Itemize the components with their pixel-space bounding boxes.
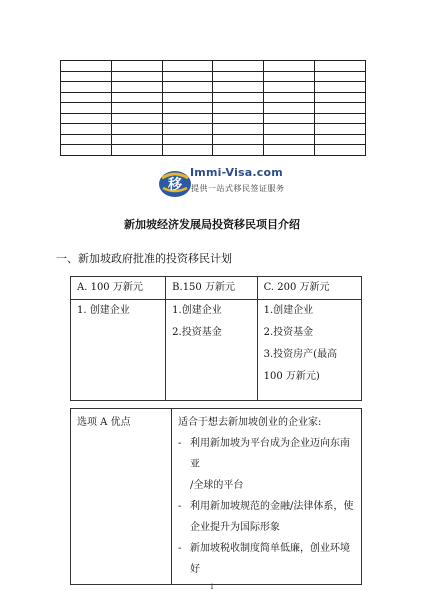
plan-option: 100 万新元) <box>263 371 320 382</box>
plan-option: 2.投资基金 <box>263 327 314 338</box>
grid-cell <box>315 92 366 103</box>
grid-cell <box>61 113 112 124</box>
advantage-item <box>178 496 355 538</box>
plan-a-header: A. 100 万新元 <box>71 277 166 300</box>
plan-option: 2.投资基金 <box>172 327 222 338</box>
grid-cell <box>264 145 315 156</box>
grid-cell <box>315 124 366 135</box>
grid-cell <box>213 103 264 114</box>
page-number: 1 <box>209 583 215 591</box>
bullet-dash: - <box>178 438 182 449</box>
grid-row <box>61 82 366 93</box>
grid-row <box>61 71 366 82</box>
grid-cell <box>111 82 162 93</box>
advantage-text: /全球的平台 <box>190 480 244 491</box>
advantages-content <box>172 409 362 585</box>
plan-c-options <box>257 300 361 401</box>
grid-cell <box>61 82 112 93</box>
grid-cell <box>162 71 213 82</box>
grid-cell <box>213 113 264 124</box>
empty-grid-table <box>60 60 366 156</box>
grid-cell <box>315 103 366 114</box>
grid-row <box>61 145 366 156</box>
grid-cell <box>162 134 213 145</box>
grid-cell <box>111 134 162 145</box>
grid-cell <box>111 124 162 135</box>
advantage-item <box>178 538 355 580</box>
grid-cell <box>213 61 264 72</box>
advantage-text: 利用新加坡为平台成为企业迈向东南亚 <box>190 438 350 470</box>
grid-cell <box>264 61 315 72</box>
advantage-text: 新加坡税收制度简单低廉，创业环境好 <box>190 543 350 575</box>
grid-cell <box>264 92 315 103</box>
grid-cell <box>213 145 264 156</box>
grid-cell <box>315 61 366 72</box>
grid-cell <box>162 124 213 135</box>
grid-row <box>61 61 366 72</box>
plan-c-header: C. 200 万新元 <box>257 277 361 300</box>
advantage-text: 企业提升为国际形象 <box>190 522 280 533</box>
grid-cell <box>162 103 213 114</box>
grid-cell <box>315 145 366 156</box>
grid-row <box>61 134 366 145</box>
grid-cell <box>61 71 112 82</box>
grid-cell <box>111 103 162 114</box>
grid-cell <box>111 92 162 103</box>
grid-cell <box>264 134 315 145</box>
grid-cell <box>213 92 264 103</box>
plan-option: 1.创建企业 <box>263 305 314 316</box>
grid-cell <box>213 82 264 93</box>
bullet-dash: - <box>178 543 182 554</box>
plan-a-options <box>71 300 166 401</box>
grid-cell <box>264 82 315 93</box>
grid-cell <box>61 92 112 103</box>
grid-cell <box>213 124 264 135</box>
option-a-advantages-table <box>70 408 362 585</box>
advantage-text: 利用新加坡规范的金融/法律体系，使 <box>190 501 354 512</box>
grid-row <box>61 92 366 103</box>
plan-option: 1. 创建企业 <box>77 305 130 316</box>
section-heading: 一、新加坡政府批准的投资移民计划 <box>56 252 232 265</box>
grid-cell <box>213 134 264 145</box>
advantages-intro: 适合于想去新加坡创业的企业家: <box>178 417 322 428</box>
grid-cell <box>264 124 315 135</box>
plan-option: 3.投资房产(最高 <box>263 349 338 360</box>
grid-cell <box>111 71 162 82</box>
grid-cell <box>111 113 162 124</box>
grid-row <box>61 103 366 114</box>
bullet-dash: - <box>178 501 182 512</box>
grid-cell <box>61 124 112 135</box>
grid-cell <box>315 113 366 124</box>
svg-text:移: 移 <box>168 177 182 193</box>
grid-cell <box>162 61 213 72</box>
grid-cell <box>61 134 112 145</box>
document-title: 新加坡经济发展局投资移民项目介绍 <box>124 218 300 231</box>
advantage-item <box>178 433 355 496</box>
logo-name: Immi-Visa.com <box>190 166 283 179</box>
grid-row <box>61 113 366 124</box>
plan-option: 1.创建企业 <box>172 305 222 316</box>
grid-cell <box>315 134 366 145</box>
advantages-label: 选项 A 优点 <box>71 409 172 585</box>
grid-cell <box>213 71 264 82</box>
grid-cell <box>264 103 315 114</box>
grid-cell <box>162 145 213 156</box>
grid-cell <box>315 71 366 82</box>
grid-cell <box>61 61 112 72</box>
grid-cell <box>162 92 213 103</box>
investment-plan-table <box>70 276 362 401</box>
grid-cell <box>61 103 112 114</box>
grid-cell <box>111 61 162 72</box>
grid-cell <box>264 113 315 124</box>
plan-b-options <box>166 300 257 401</box>
grid-cell <box>162 82 213 93</box>
grid-cell <box>111 145 162 156</box>
grid-cell <box>315 82 366 93</box>
grid-row <box>61 124 366 135</box>
grid-cell <box>162 113 213 124</box>
plan-b-header: B.150 万新元 <box>166 277 257 300</box>
grid-cell <box>264 71 315 82</box>
logo-tagline: 提供一站式移民签证服务 <box>191 184 285 193</box>
grid-cell <box>61 145 112 156</box>
